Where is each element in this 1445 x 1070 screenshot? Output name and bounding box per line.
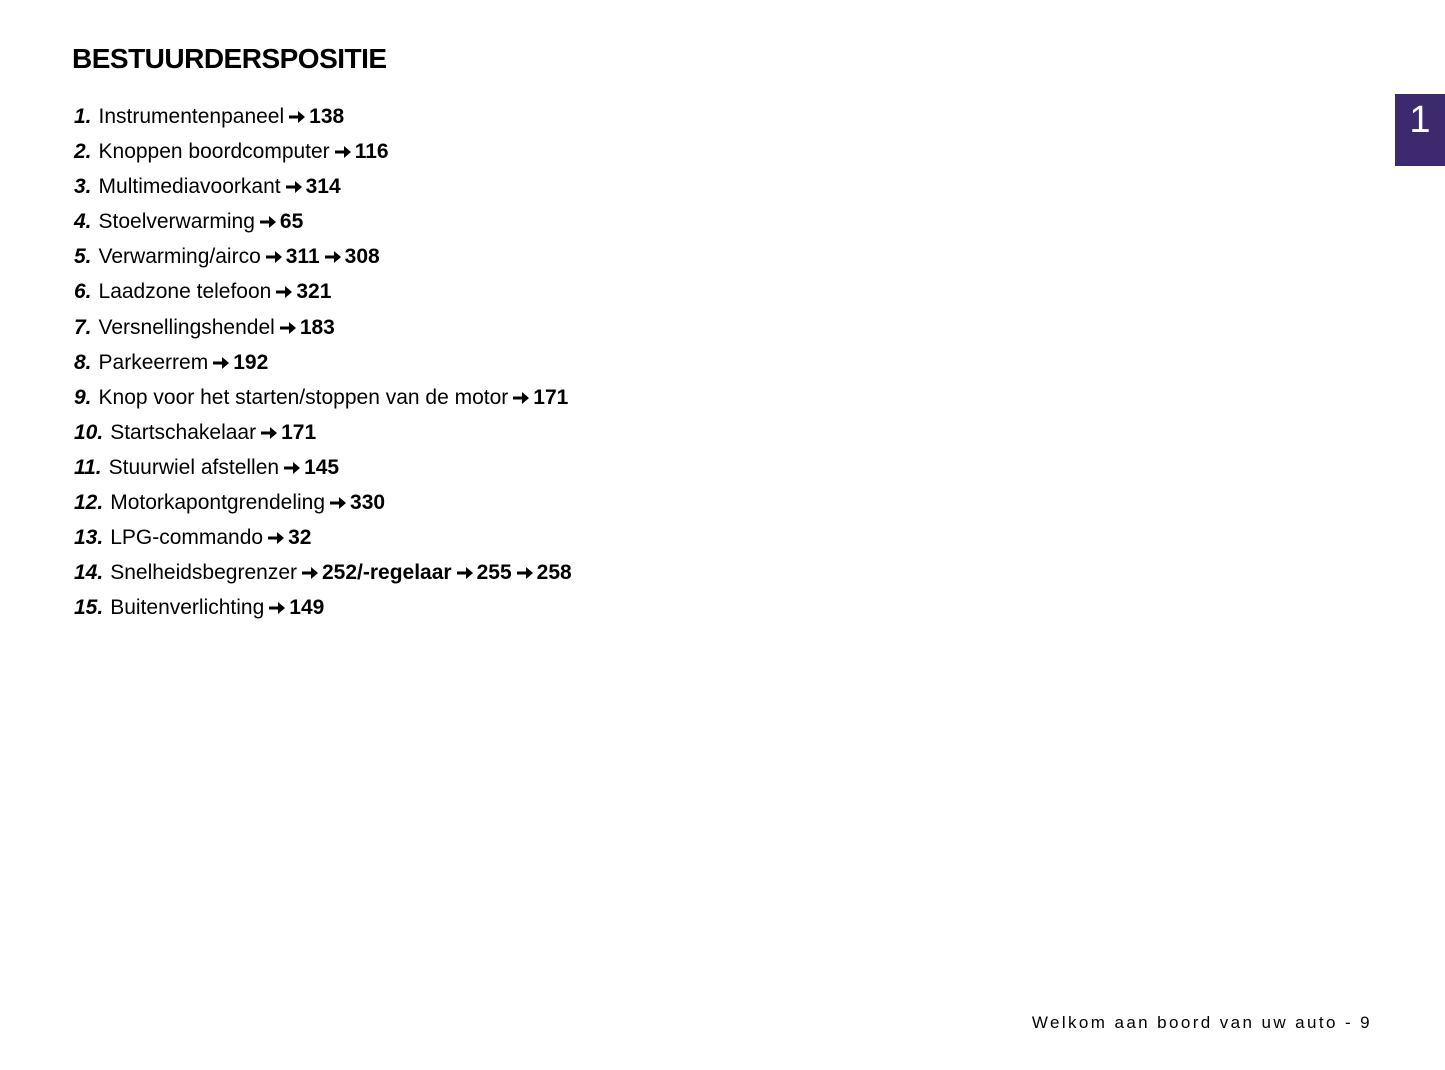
list-item bbox=[74, 274, 572, 309]
page-reference-link[interactable]: 171 bbox=[281, 420, 317, 444]
page-reference-link[interactable]: 321 bbox=[296, 280, 332, 304]
item-label: Verwarming/airco bbox=[98, 245, 261, 269]
item-number: 9. bbox=[74, 385, 92, 409]
list-item bbox=[74, 450, 572, 485]
arrow-right-icon bbox=[267, 521, 285, 535]
item-number: 6. bbox=[74, 280, 92, 304]
list-item bbox=[74, 555, 572, 590]
item-number: 8. bbox=[74, 350, 92, 374]
arrow-right-icon bbox=[456, 556, 474, 570]
page-reference-link[interactable]: 192 bbox=[233, 350, 269, 374]
page-reference-link[interactable]: 258 bbox=[536, 561, 572, 585]
list-item bbox=[74, 380, 572, 415]
item-label: Snelheidsbegrenzer bbox=[110, 561, 297, 585]
component-list bbox=[74, 99, 572, 625]
page-reference-link[interactable]: 314 bbox=[305, 175, 341, 199]
page-reference-link[interactable]: 32 bbox=[288, 526, 312, 550]
arrow-right-icon bbox=[301, 556, 319, 570]
item-number: 14. bbox=[74, 561, 104, 585]
item-label: Startschakelaar bbox=[110, 420, 257, 444]
arrow-right-icon bbox=[334, 135, 352, 149]
item-number: 5. bbox=[74, 245, 92, 269]
list-item bbox=[74, 310, 572, 345]
page-reference-link[interactable]: 308 bbox=[344, 245, 380, 269]
item-label: Stoelverwarming bbox=[98, 210, 255, 234]
item-label: Motorkapontgrendeling bbox=[110, 491, 326, 515]
arrow-right-icon bbox=[516, 556, 534, 570]
item-label: Stuurwiel afstellen bbox=[108, 455, 280, 479]
item-number: 11. bbox=[74, 455, 102, 479]
page-footer: Welkom aan boord van uw auto - 9 bbox=[1031, 1013, 1372, 1032]
item-label: Knoppen boordcomputer bbox=[98, 140, 330, 164]
page-reference-link[interactable]: 311 bbox=[285, 245, 320, 269]
arrow-right-icon bbox=[283, 451, 301, 465]
item-label: LPG-commando bbox=[110, 526, 264, 550]
item-number: 15. bbox=[74, 596, 104, 620]
arrow-right-icon bbox=[212, 346, 230, 360]
item-label: Parkeerrem bbox=[98, 350, 209, 374]
list-item bbox=[74, 485, 572, 520]
page-reference-link[interactable]: 171 bbox=[533, 385, 569, 409]
item-number: 2. bbox=[74, 140, 92, 164]
arrow-right-icon bbox=[288, 100, 306, 114]
item-label: Buitenverlichting bbox=[110, 596, 265, 620]
item-label: Instrumentenpaneel bbox=[98, 105, 285, 128]
arrow-right-icon bbox=[329, 486, 347, 500]
item-number: 10. bbox=[74, 420, 104, 444]
arrow-right-icon bbox=[275, 275, 293, 289]
page-reference-link[interactable]: 252/-regelaar bbox=[322, 561, 452, 585]
page-reference-link[interactable]: 145 bbox=[304, 455, 340, 479]
item-label: Versnellingshendel bbox=[98, 315, 275, 339]
page-reference-link[interactable]: 116 bbox=[354, 140, 389, 164]
list-item bbox=[74, 239, 572, 274]
item-number: 3. bbox=[74, 175, 92, 199]
item-label: Laadzone telefoon bbox=[98, 280, 272, 304]
list-item bbox=[74, 169, 572, 204]
arrow-right-icon bbox=[279, 311, 297, 325]
item-number: 1. bbox=[74, 105, 92, 128]
item-number: 13. bbox=[74, 526, 104, 550]
list-item bbox=[74, 415, 572, 450]
item-label: Multimediavoorkant bbox=[98, 175, 281, 199]
list-item bbox=[74, 590, 572, 625]
arrow-right-icon bbox=[260, 416, 278, 430]
page-reference-link[interactable]: 255 bbox=[476, 561, 512, 585]
list-item bbox=[74, 99, 572, 134]
arrow-right-icon bbox=[259, 205, 277, 219]
page-reference-link[interactable]: 330 bbox=[350, 491, 386, 515]
item-number: 12. bbox=[74, 491, 104, 515]
item-number: 4. bbox=[74, 210, 92, 234]
arrow-right-icon bbox=[268, 591, 286, 605]
list-item bbox=[74, 134, 572, 169]
arrow-right-icon bbox=[285, 170, 303, 184]
page-reference-link[interactable]: 183 bbox=[299, 315, 335, 339]
page-reference-link[interactable]: 65 bbox=[279, 210, 304, 234]
arrow-right-icon bbox=[324, 240, 342, 254]
item-label: Knop voor het starten/stoppen van de motor bbox=[98, 385, 509, 409]
page-reference-link[interactable]: 138 bbox=[309, 105, 345, 128]
arrow-right-icon bbox=[512, 381, 530, 395]
list-item bbox=[74, 520, 572, 555]
page-reference-link[interactable]: 149 bbox=[289, 596, 325, 620]
chapter-tab[interactable]: 1 bbox=[1395, 94, 1445, 166]
page-title: BESTUURDERSPOSITIE bbox=[72, 43, 387, 74]
list-item bbox=[74, 345, 572, 380]
item-number: 7. bbox=[74, 315, 92, 339]
list-item bbox=[74, 204, 572, 239]
arrow-right-icon bbox=[265, 240, 283, 254]
